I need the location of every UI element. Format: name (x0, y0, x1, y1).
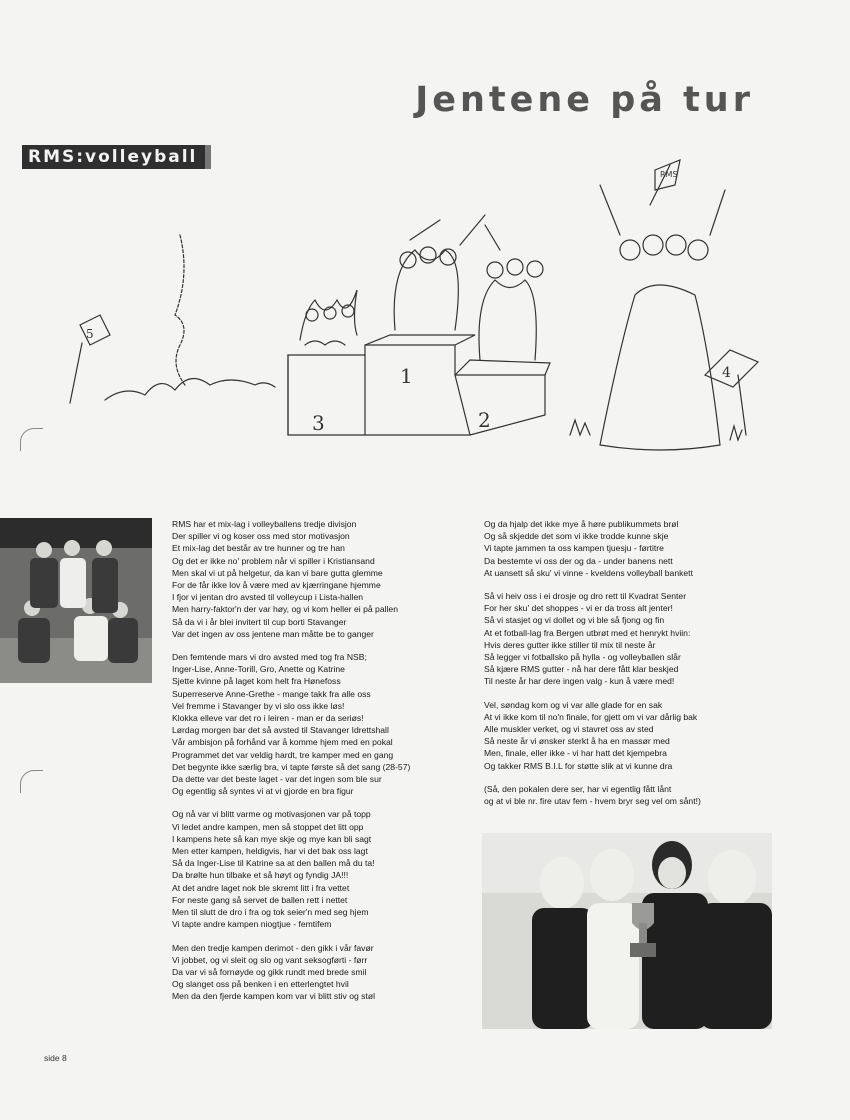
lying-figures-sketch (105, 379, 275, 400)
scan-corner-mark (20, 770, 43, 793)
scan-corner-mark (20, 428, 43, 451)
team-fourth-figures (600, 160, 725, 450)
podium-label-3: 3 (312, 411, 325, 435)
verse-5: Og da hjalp det ikke mye å høre publikummets brøl Og så skjedde det som vi ikke trodde kunne skje Vi tapte jammen ta oss kampen tjuesju - førtitre Da bestemte vi oss der og da - under banens nett At uansett så sku' vi vinne - kveldens volleyball bankett (484, 519, 693, 578)
team-third-figures (300, 290, 357, 345)
podium-label-1: 1 (400, 364, 413, 388)
podium-sketch-illustration (50, 145, 770, 485)
verse-2: Den femtende mars vi dro avsted med tog fra NSB; Inger-Lise, Anne-Torill, Gro, Anette og Katrine Sjette kvinne på laget kom helt fra Hønefoss Superreserve Anne-Grethe - mange takk fra alle oss Vel fremme i Stavanger by vi slo oss ikke løs! Klokka elleve var det ro i leiren - man er da seriøs! Lørdag morgen bar det så avsted til Stavanger Idrettshall Vår ambisjon på forhånd var å komme hjem med en pokal Programmet det var veldig hardt, tre kamper med en gang Det begynte ikke særlig bra, vi tapte første så det sang (28-57) Da dette var det beste laget - var det ingen som ble sur Og egentlig så syntes vi at vi gjorde en bra figur (172, 652, 411, 797)
page-title: Jentene på tur (415, 80, 754, 120)
verse-7: Vel, søndag kom og vi var alle glade for en sak At vi ikke kom til no'n finale, for gjett om vi var dårlig bak Alle muskler verket, og vi stavret oss av sted Så neste år vi ønsker sterkt å ha en massør med Men, finale, eller ikke - vi har hatt det kjempebra Og takker RMS B.I.L for støtte slik at vi kunne dra (484, 699, 698, 771)
verse-8: (Så, den pokalen dere ser, har vi egentlig fått lånt og at vi ble nr. fire utav fem - hvem bryr seg vel om sånt!) (484, 783, 701, 807)
team-first-figures (394, 215, 485, 330)
trophy-photo (482, 833, 772, 1029)
verse-6: Så vi heiv oss i ei drosje og dro rett til Kvadrat Senter For her sku' det shoppes - vi er da tross alt jenter! Så vi stasjet og vi dollet og vi ble så fjong og fin At et fotball-lag fra Bergen utbrøt med et henrykt hviin: Hvis deres gutter ikke stiller til mix til neste år Så legger vi fotballsko på hylla - og volleyballen slår Så kjære RMS gutter - nå har dere fått klar beskjed Til neste år har dere ingen valg - kun å være med! (484, 591, 691, 687)
verse-3: Og nå var vi blitt varme og motivasjonen var på topp Vi ledet andre kampen, men så stoppet det litt opp I kampens hete så kan mye skje og mye kan bli sagt Men etter kampen, heldigvis, har vi det bak oss lagt Så da Inger-Lise til Katrine sa at den ballen må du ta! Da brølte hun tilbake et så høyt og fyndig JA!!! At det andre laget nok ble skremt litt i fra vettet For neste gang så servet de ballen rett i nettet Men til slutt de dro i fra og tok seier'n med seg hjem Vi tapte andre kampen niogtjue - femtifem (172, 809, 375, 930)
verse-4: Men den tredje kampen derimot - den gikk i vår favør Vi jobbet, og vi sleit og slo og vant seksogførti - førr Da var vi så fornøyde og gikk rundt med brede smil Og slanget oss på benken i en etterlengtet hvil Men da den fjerde kampen kom var vi blitt stiv og støl (172, 942, 375, 1002)
page-number: side 8 (44, 1053, 67, 1063)
article-column-right (484, 518, 784, 818)
article-column-left (172, 518, 472, 1014)
banner-text: RMS (660, 170, 678, 179)
team-group-photo (0, 518, 152, 683)
section-label: RMS:volleyball (22, 145, 211, 169)
podium-label-2: 2 (478, 408, 491, 432)
sign-label-4: 4 (722, 365, 731, 381)
verse-1: RMS har et mix-lag i volleyballens tredje divisjon Der spiller vi og koser oss med stor motivasjon Et mix-lag det består av tre hunner og tre han Og det er ikke no' problem når vi spiller i Kristiansand Men skal vi ut på helgetur, da kan vi bare gutta glemme For de får ikke lov å være med av kjærringane hjemme I fjor vi jentan dro avsted til volleycup i Lista-hallen Men harry-faktor'n der var høy, og vi kom heller ei på pallen Så da vi i år blei invitert til cup borti Stavanger Var det ingen av oss jentene man måtte be to ganger (172, 519, 398, 639)
team-second-figures (479, 225, 543, 360)
sign-label-5: 5 (86, 327, 94, 341)
